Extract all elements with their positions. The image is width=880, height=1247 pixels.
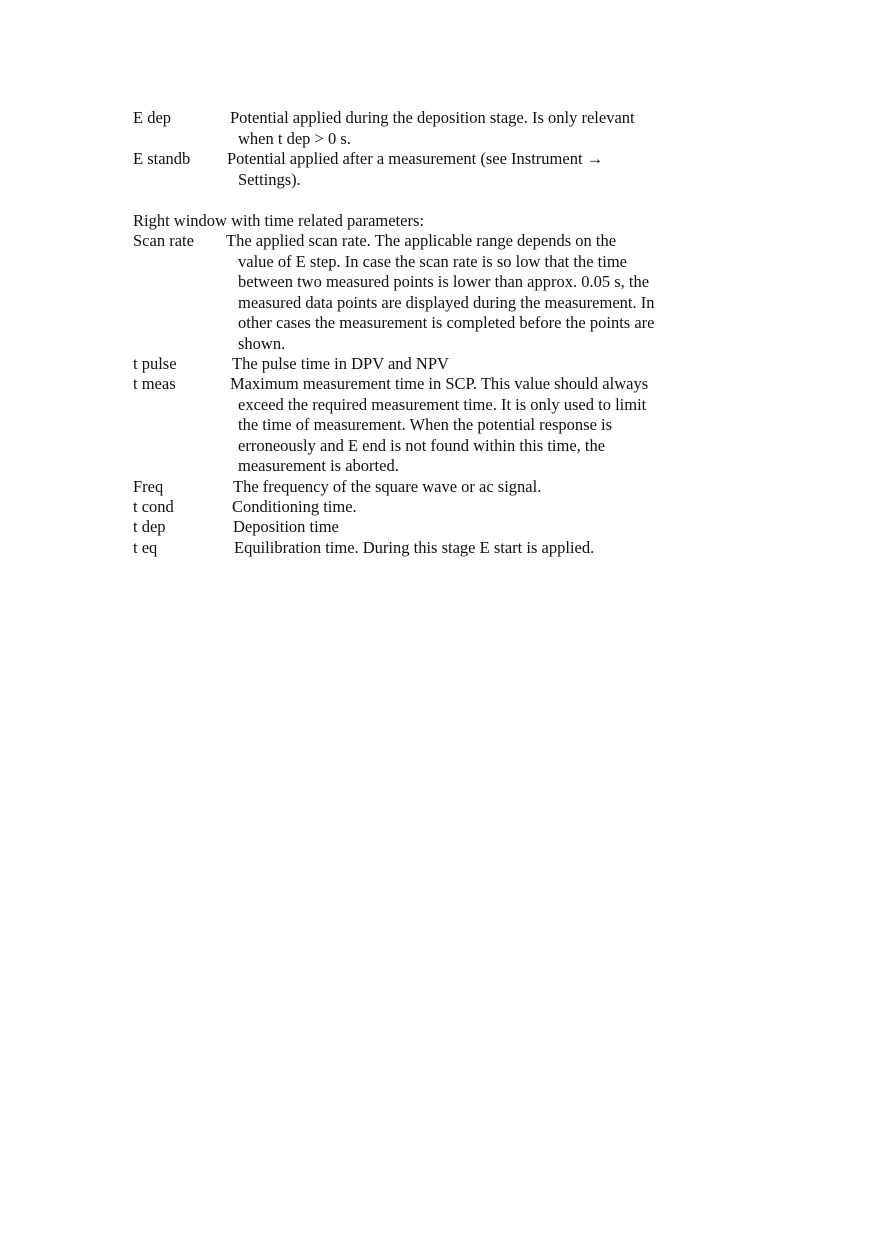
definition-term: Freq — [133, 477, 164, 496]
definition-term: t cond — [133, 497, 174, 516]
definition-term: t dep — [133, 517, 166, 536]
definition-term: Scan rate — [133, 231, 194, 250]
definition-text: when t dep > 0 s. — [238, 128, 351, 148]
definition-term: E dep — [133, 108, 172, 127]
definition-text: between two measured points is lower than approx. 0.05 s, the — [238, 272, 650, 291]
definition-freq — [133, 477, 713, 498]
definition-text: Deposition time — [233, 517, 339, 536]
definition-text: exceed the required measurement time. It is only used to limit — [238, 394, 647, 414]
definition-t-dep — [133, 517, 713, 538]
definition-term: t meas — [133, 374, 176, 393]
definition-e-dep — [133, 108, 713, 149]
definition-text: The frequency of the square wave or ac signal. — [233, 477, 542, 496]
definition-text: measured data points are displayed during the measurement. In — [238, 292, 655, 312]
definition-t-cond — [133, 497, 713, 518]
definition-text: Potential applied during the deposition stage. Is only relevant — [230, 108, 635, 127]
definition-text: Potential applied after a measurement (see Instrument → — [227, 149, 604, 168]
definition-text: erroneously and E end is not found within this time, the — [238, 435, 606, 455]
definition-text: Equilibration time. During this stage E start is applied. — [234, 538, 595, 557]
definition-term: t eq — [133, 538, 158, 557]
definition-text: other cases the measurement is completed before the points are — [238, 313, 655, 332]
definition-text: the time of measurement. When the potential response is — [238, 415, 613, 434]
definition-text: Conditioning time. — [232, 497, 357, 516]
definition-scan-rate — [133, 231, 713, 354]
definition-t-meas — [133, 374, 713, 477]
definition-text: The applied scan rate. The applicable range depends on the — [226, 231, 617, 250]
section-heading: Right window with time related parameters: — [133, 211, 424, 230]
definition-term: t pulse — [133, 354, 177, 373]
definition-e-standb — [133, 149, 713, 190]
definition-text: shown. — [238, 333, 286, 353]
definition-term: E standb — [133, 149, 191, 168]
definition-text: The pulse time in DPV and NPV — [232, 354, 449, 373]
definition-text: value of E step. In case the scan rate is so low that the time — [238, 251, 627, 271]
definition-t-eq — [133, 538, 713, 559]
definition-text: Maximum measurement time in SCP. This value should always — [230, 374, 649, 393]
definition-text: Settings). — [238, 169, 301, 189]
definition-t-pulse — [133, 354, 713, 375]
definition-text: measurement is aborted. — [238, 456, 399, 475]
